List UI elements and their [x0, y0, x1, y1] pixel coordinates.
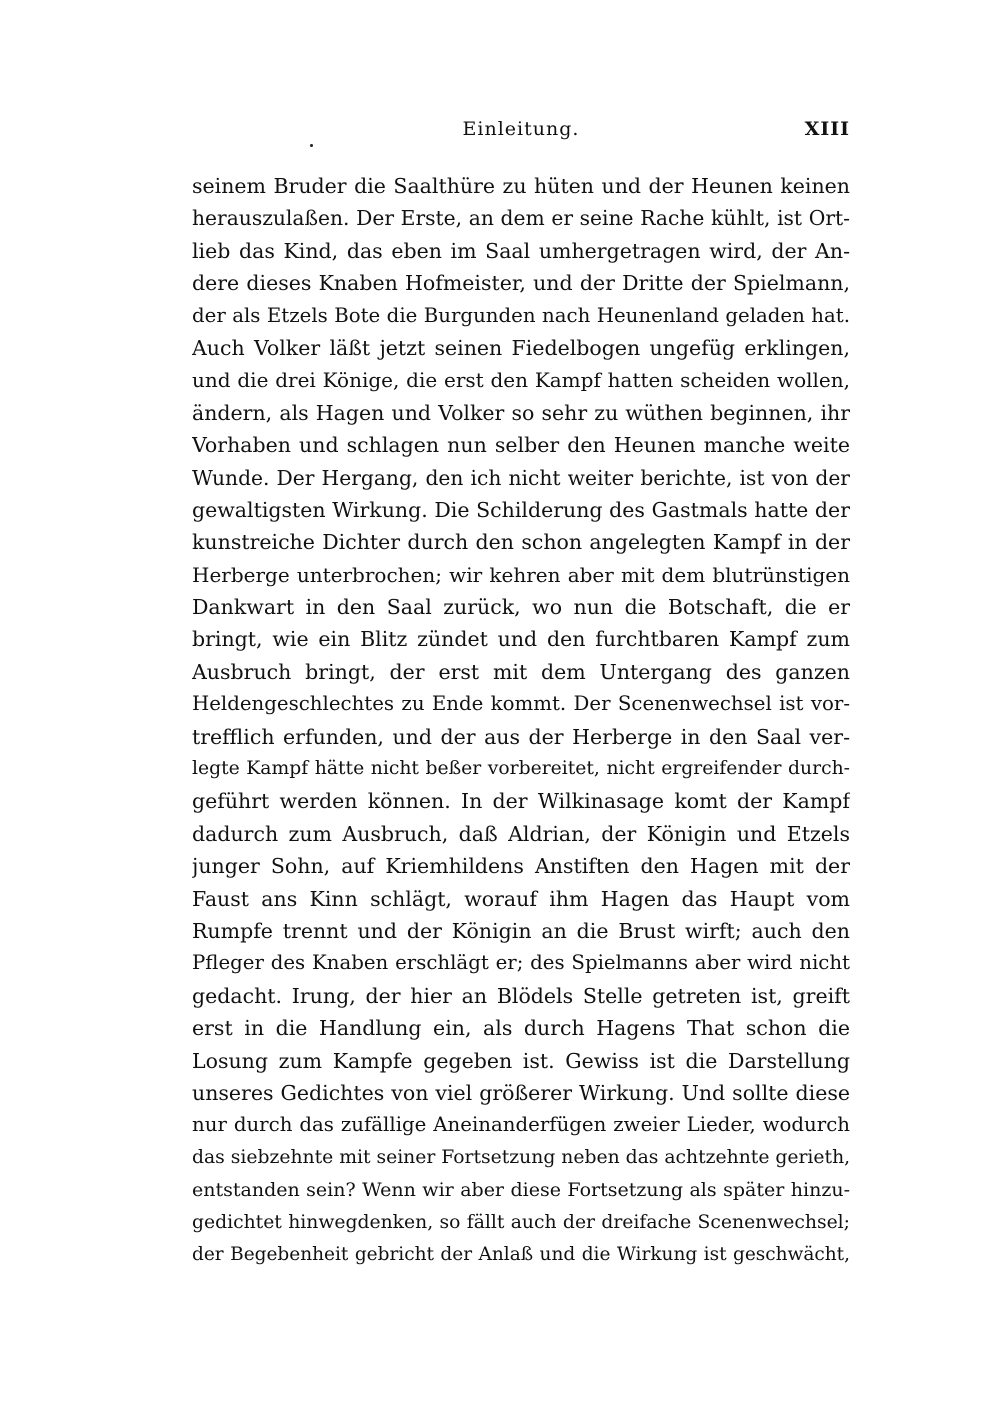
text-line: gewaltigsten Wirkung. Die Schilderung des Gastmals hatte der: [192, 497, 850, 522]
text-line: junger Sohn, auf Kriemhildens Anstiften den Hagen mit der: [192, 854, 850, 879]
text-line: kunstreiche Dichter durch den schon angelegten Kampf in der: [192, 530, 850, 555]
text-line: gedichtet hinwegdenken, so fällt auch der dreifache Scenenwechsel;: [192, 1211, 850, 1233]
text-line: entstanden sein? Wenn wir aber diese Fortsetzung als später hinzu-: [192, 1179, 850, 1202]
running-title: Einleitung.: [462, 118, 580, 140]
text-line: der als Etzels Bote die Burgunden nach Heunenland geladen hat.: [192, 303, 850, 327]
text-line: und die drei Könige, die erst den Kampf hatten scheiden wollen,: [192, 368, 850, 393]
text-line: legte Kampf hätte nicht beßer vorbereitet, nicht ergreifender durch-: [192, 758, 850, 780]
text-line: herauszulaßen. Der Erste, an dem er seine Rache kühlt, ist Ort-: [192, 206, 850, 231]
print-speck: [310, 144, 313, 147]
text-line: Faust ans Kinn schlägt, worauf ihm Hagen das Haupt vom: [192, 886, 850, 911]
text-line: der Begebenheit gebricht der Anlaß und die Wirkung ist geschwächt,: [192, 1243, 850, 1265]
text-line: Heldengeschlechtes zu Ende kommt. Der Scenenwechsel ist vor-: [192, 692, 850, 716]
text-line: bringt, wie ein Blitz zündet und den furchtbaren Kampf zum: [192, 627, 850, 652]
text-line: dadurch zum Ausbruch, daß Aldrian, der Königin und Etzels: [192, 821, 850, 846]
text-line: Vorhaben und schlagen nun selber den Heunen manche weite: [192, 433, 850, 458]
text-line: nur durch das zufällige Aneinanderfügen zweier Lieder, wodurch: [192, 1113, 850, 1137]
page-header: [192, 118, 850, 146]
text-line: Dankwart in den Saal zurück, wo nun die Botschaft, die er: [192, 595, 850, 620]
text-line: lieb das Kind, das eben im Saal umhergetragen wird, der An-: [192, 238, 850, 263]
text-line: ändern, als Hagen und Volker so sehr zu wüthen beginnen, ihr: [192, 400, 850, 425]
text-line: gedacht. Irung, der hier an Blödels Stelle getreten ist, greift: [192, 983, 850, 1008]
text-line: Pfleger des Knaben erschlägt er; des Spielmanns aber wird nicht: [192, 951, 850, 975]
text-line: das siebzehnte mit seiner Fortsetzung neben das achtzehnte gerieth,: [192, 1146, 850, 1168]
text-line: trefflich erfunden, und der aus der Herberge in den Saal ver-: [192, 724, 850, 749]
text-line: erst in die Handlung ein, als durch Hagens That schon die: [192, 1016, 850, 1041]
text-line: Losung zum Kampfe gegeben ist. Gewiss ist die Darstellung: [192, 1048, 850, 1073]
text-line: geführt werden können. In der Wilkinasage komt der Kampf: [192, 789, 850, 814]
text-line: Auch Volker läßt jetzt seinen Fiedelbogen ungefüg erklingen,: [192, 335, 850, 360]
text-line: seinem Bruder die Saalthüre zu hüten und der Heunen keinen: [192, 174, 850, 198]
text-line: Herberge unterbrochen; wir kehren aber mit dem blutrünstigen: [192, 562, 850, 587]
text-line: Rumpfe trennt und der Königin an die Brust wirft; auch den: [192, 918, 850, 943]
body-text: [192, 170, 850, 1271]
text-line: unseres Gedichtes von viel größerer Wirkung. Und sollte diese: [192, 1080, 850, 1105]
text-line: Wunde. Der Hergang, den ich nicht weiter berichte, ist von der: [192, 465, 850, 490]
text-line: Ausbruch bringt, der erst mit dem Untergang des ganzen: [192, 659, 850, 684]
page-number: XIII: [804, 118, 850, 140]
text-line: dere dieses Knaben Hofmeister, und der Dritte der Spielmann,: [192, 271, 850, 296]
